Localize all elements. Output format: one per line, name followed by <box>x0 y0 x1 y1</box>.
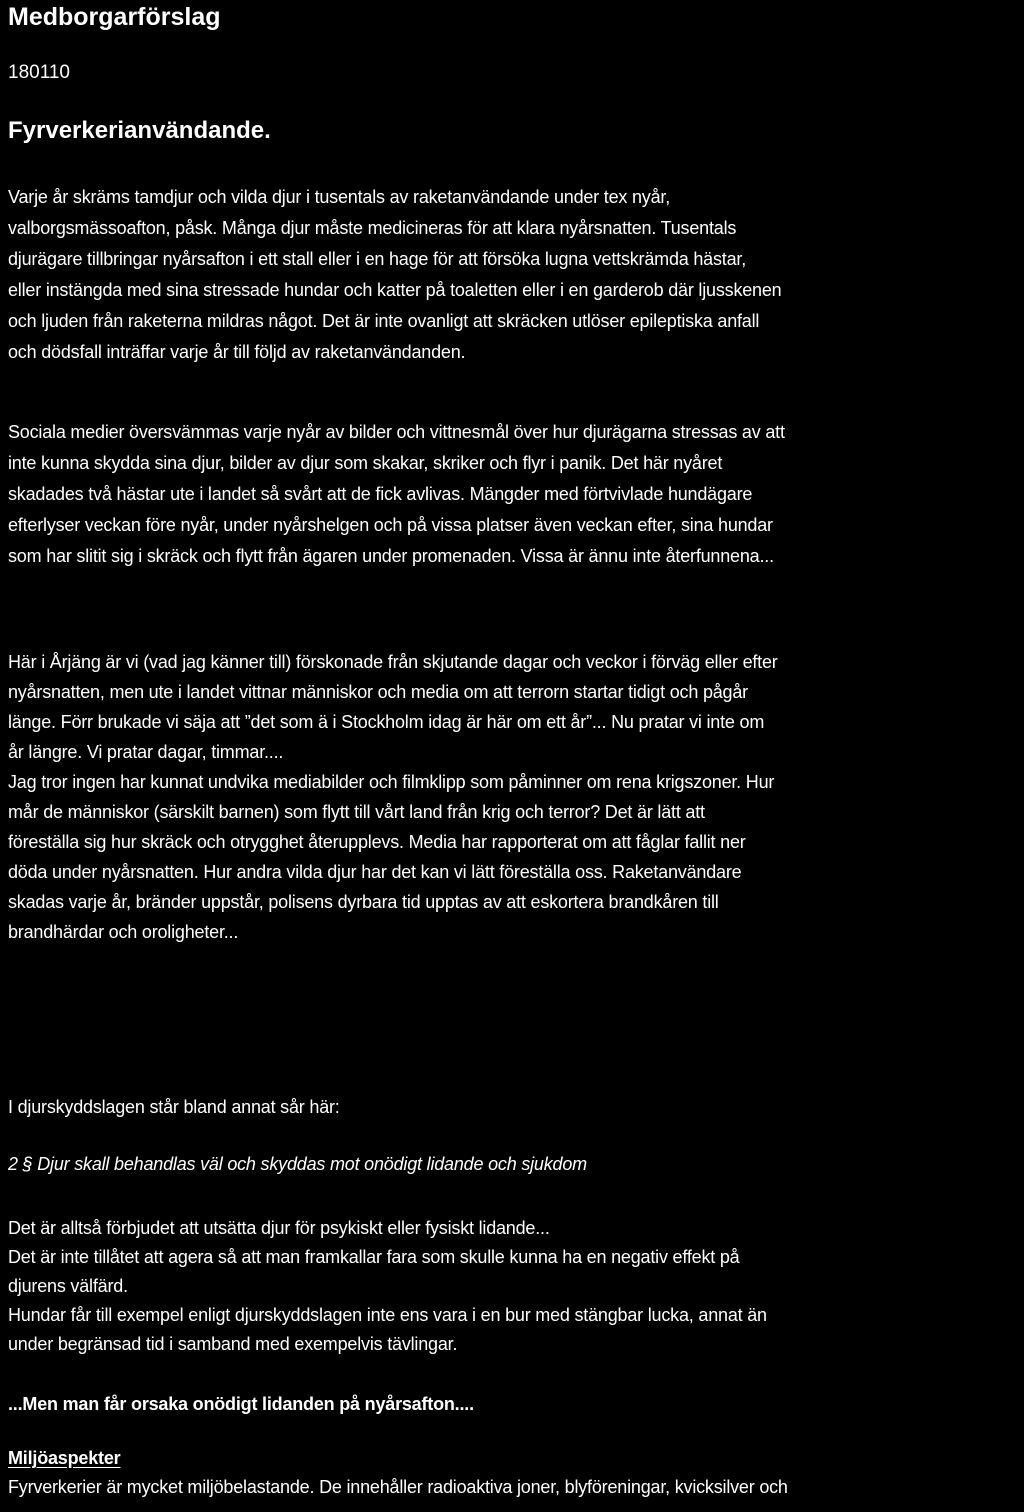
paragraph-animal-fear <box>8 182 1012 368</box>
paragraph-arjang <box>8 647 1012 947</box>
paragraph-line: skadades två hästar ute i landet så svårt att de fick avlivas. Mängder med förtvivlade hundägare <box>8 484 753 504</box>
paragraph-line: djurens välfärd. <box>8 1276 128 1296</box>
paragraph-line: döda under nyårsnatten. Hur andra vilda djur har det kan vi lätt föreställa oss. Raketanvändare <box>8 862 742 882</box>
paragraph-line: eller instängda med sina stressade hundar och katter på toaletten eller i en garderob där ljusskenen <box>8 280 782 300</box>
document-title: Medborgarförslag <box>8 3 221 31</box>
paragraph-line: djurägare tillbringar nyårsafton i ett stall eller i en hage för att försöka lugna vettskrämda hästar, <box>8 249 746 269</box>
paragraph-line: och dödsfall inträffar varje år till följd av raketanvändanden. <box>8 342 466 362</box>
section-heading-environment: Miljöaspekter <box>8 1448 121 1468</box>
paragraph-line: år längre. Vi pratar dagar, timmar.... <box>8 742 284 762</box>
paragraph-law <box>8 1214 1012 1359</box>
paragraph-line: under begränsad tid i samband med exempelvis tävlingar. <box>8 1334 458 1354</box>
paragraph-line: inte kunna skydda sina djur, bilder av djur som skakar, skriker och flyr i panik. Det här nyåret <box>8 453 723 473</box>
document-date: 180110 <box>8 62 70 83</box>
environment-first-line: Fyrverkerier är mycket miljöbelastande. De innehåller radioaktiva joner, blyföreningar, kvicksilver och <box>8 1477 788 1497</box>
document-subject: Fyrverkerianvändande. <box>8 117 271 144</box>
paragraph-line: Sociala medier översvämmas varje nyår av bilder och vittnesmål över hur djurägarna stressas av att <box>8 422 785 442</box>
emphasis-line: ...Men man får orsaka onödigt lidanden på nyårsafton.... <box>8 1394 474 1414</box>
paragraph-line: Jag tror ingen har kunnat undvika mediabilder och filmklipp som påminner om rena krigszoner. Hur <box>8 772 775 792</box>
paragraph-line: Här i Årjäng är vi (vad jag känner till) förskonade från skjutande dagar och veckor i förväg eller efter <box>8 652 778 672</box>
law-intro: I djurskyddslagen står bland annat sår här: <box>8 1097 340 1117</box>
law-quote: 2 § Djur skall behandlas väl och skyddas mot onödigt lidande och sjukdom <box>8 1154 587 1174</box>
paragraph-line: länge. Förr brukade vi säja att ”det som ä i Stockholm idag är här om ett år”... Nu pratar vi inte om <box>8 712 765 732</box>
paragraph-line: efterlyser veckan före nyår, under nyårshelgen och på vissa platser även veckan efter, sina hundar <box>8 515 773 535</box>
document-page <box>8 0 1014 1512</box>
paragraph-line: nyårsnatten, men ute i landet vittnar människor och media om att terrorn startar tidigt och pågår <box>8 682 748 702</box>
paragraph-line: som har slitit sig i skräck och flytt från ägaren under promenaden. Vissa är ännu inte återfunnena... <box>8 546 774 566</box>
paragraph-line: föreställa sig hur skräck och otrygghet återupplevs. Media har rapporterat om att fåglar fallit ner <box>8 832 746 852</box>
paragraph-line: mår de människor (särskilt barnen) som flytt till vårt land från krig och terror? Det är lätt att <box>8 802 705 822</box>
paragraph-line: Det är alltså förbjudet att utsätta djur för psykiskt eller fysiskt lidande... <box>8 1218 550 1238</box>
paragraph-line: brandhärdar och oroligheter... <box>8 922 239 942</box>
paragraph-line: och ljuden från raketerna mildras något. Det är inte ovanligt att skräcken utlöser epileptiska anfall <box>8 311 760 331</box>
paragraph-social-media <box>8 417 1012 572</box>
paragraph-line: skadas varje år, bränder uppstår, polisens dyrbara tid upptas av att eskortera brandkåren till <box>8 892 719 912</box>
paragraph-line: Varje år skräms tamdjur och vilda djur i tusentals av raketanvändande under tex nyår, <box>8 187 671 207</box>
paragraph-line: Hundar får till exempel enligt djurskyddslagen inte ens vara i en bur med stängbar lucka, annat än <box>8 1305 767 1325</box>
paragraph-line: valborgsmässoafton, påsk. Många djur måste medicineras för att klara nyårsnatten. Tusentals <box>8 218 737 238</box>
paragraph-line: Det är inte tillåtet att agera så att man framkallar fara som skulle kunna ha en negativ effekt på <box>8 1247 740 1267</box>
